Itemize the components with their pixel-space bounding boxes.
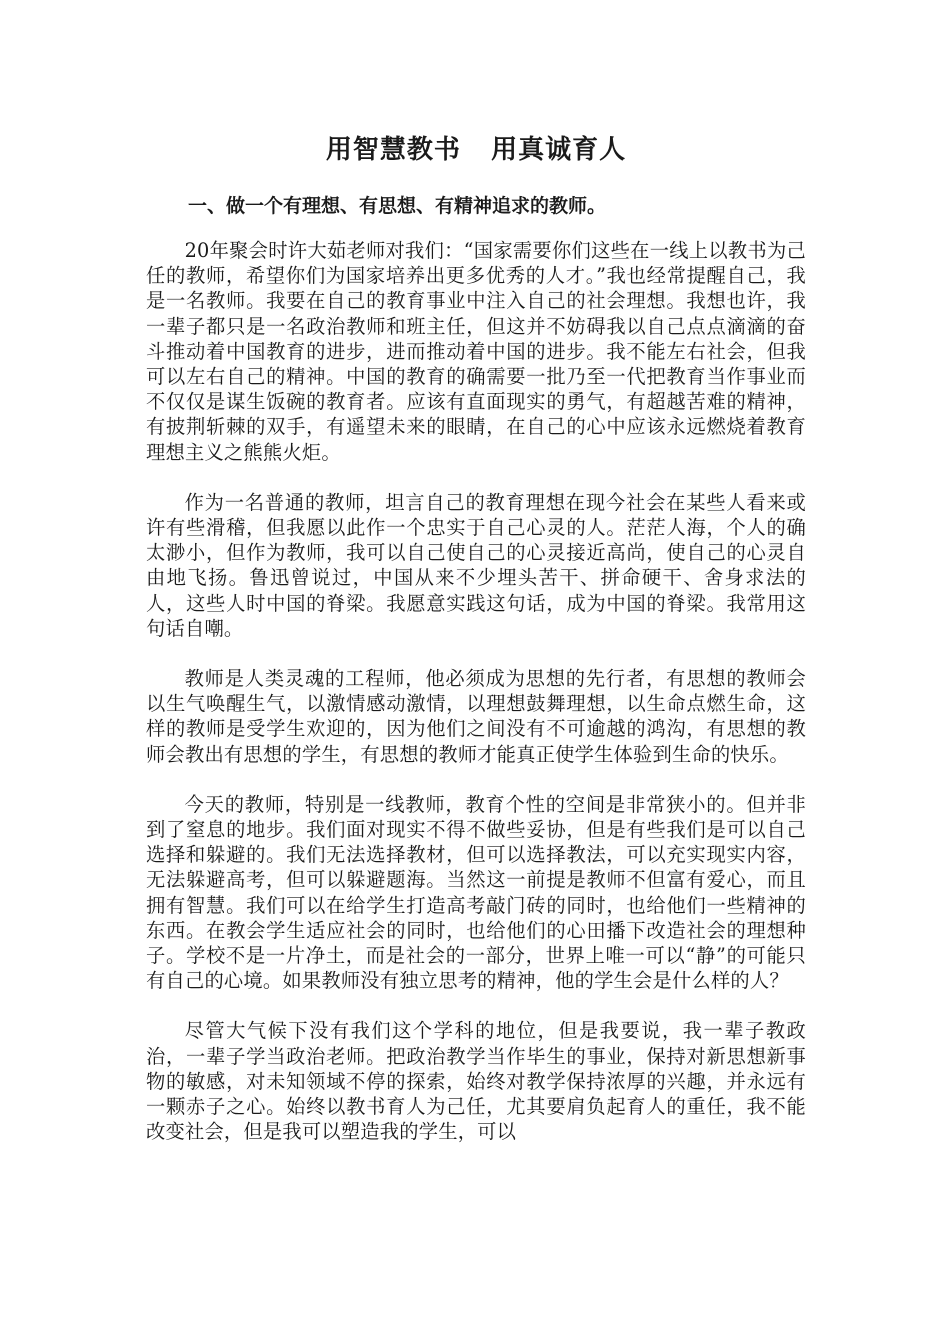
- document-title: 用智慧教书 用真诚育人: [325, 135, 627, 165]
- paragraph-2: 作为一名普通的教师，坦言自己的教育理想在现今社会在某些人看来或许有些滑稽，但我愿以此作一个忠实于自己心灵的人。茫茫人海，个人的确太渺小，但作为教师，我可以自己使自己的心灵接近高尚，使自己的心灵自由地飞扬。鲁迅曾说过，中国从来不少埋头苦干、拼命硬干、舍身求法的人，这些人时中国的脊梁。我愿意实践这句话，成为中国的脊梁。我常用这句话自嘲。: [146, 490, 806, 640]
- paragraph-3: 教师是人类灵魂的工程师，他必须成为思想的先行者，有思想的教师会以生气唤醒生气，以激情感动激情，以理想鼓舞理想，以生命点燃生命，这样的教师是受学生欢迎的，因为他们之间没有不可逾越的鸿沟，有思想的教师会教出有思想的学生，有思想的教师才能真正使学生体验到生命的快乐。: [146, 667, 806, 766]
- section-heading: 一、做一个有理想、有思想、有精神追求的教师。: [188, 195, 607, 217]
- document-page: [146, 128, 806, 1145]
- paragraph-4: 今天的教师，特别是一线教师，教育个性的空间是非常狭小的。但并非到了窒息的地步。我们面对现实不得不做些妥协，但是有些我们是可以自己选择和躲避的。我们无法选择教材，但可以选择教法，可以充实现实内容，无法躲避高考，但可以躲避题海。当然这一前提是教师不但富有爱心，而且拥有智慧。我们可以在给学生打造高考敲门砖的同时，也给他们一些精神的东西。在教会学生适应社会的同时，也给他们的心田播下改造社会的理想种子。学校不是一片净土，而是社会的一部分，世界上唯一可以“静”的可能只有自己的心境。如果教师没有独立思考的精神，他的学生会是什么样的人？: [146, 792, 806, 993]
- paragraph-1: 20年聚会时许大茹老师对我们：“国家需要你们这些在一线上以教书为己任的教师，希望你们为国家培养出更多优秀的人才。”我也经常提醒自己，我是一名教师。我要在自己的教育事业中注入自己的社会理想。我想也许，我一辈子都只是一名政治教师和班主任，但这并不妨碍我以自己点点滴滴的奋斗推动着中国教育的进步，进而推动着中国的进步。我不能左右社会，但我可以左右自己的精神。中国的教育的确需要一批乃至一代把教育当作事业而不仅仅是谋生饭碗的教育者。应该有直面现实的勇气，有超越苦难的精神，有披荆斩棘的双手，有遥望未来的眼睛，在自己的心中应该永远燃烧着教育理想主义之熊熊火炬。: [146, 239, 806, 464]
- paragraph-5: 尽管大气候下没有我们这个学科的地位，但是我要说，我一辈子教政治，一辈子学当政治老师。把政治教学当作毕生的事业，保持对新思想新事物的敏感，对未知领域不停的探索，始终对教学保持浓厚的兴趣，并永远有一颗赤子之心。始终以教书育人为己任，尤其要肩负起育人的重任，我不能改变社会，但是我可以塑造我的学生，可以: [146, 1019, 806, 1144]
